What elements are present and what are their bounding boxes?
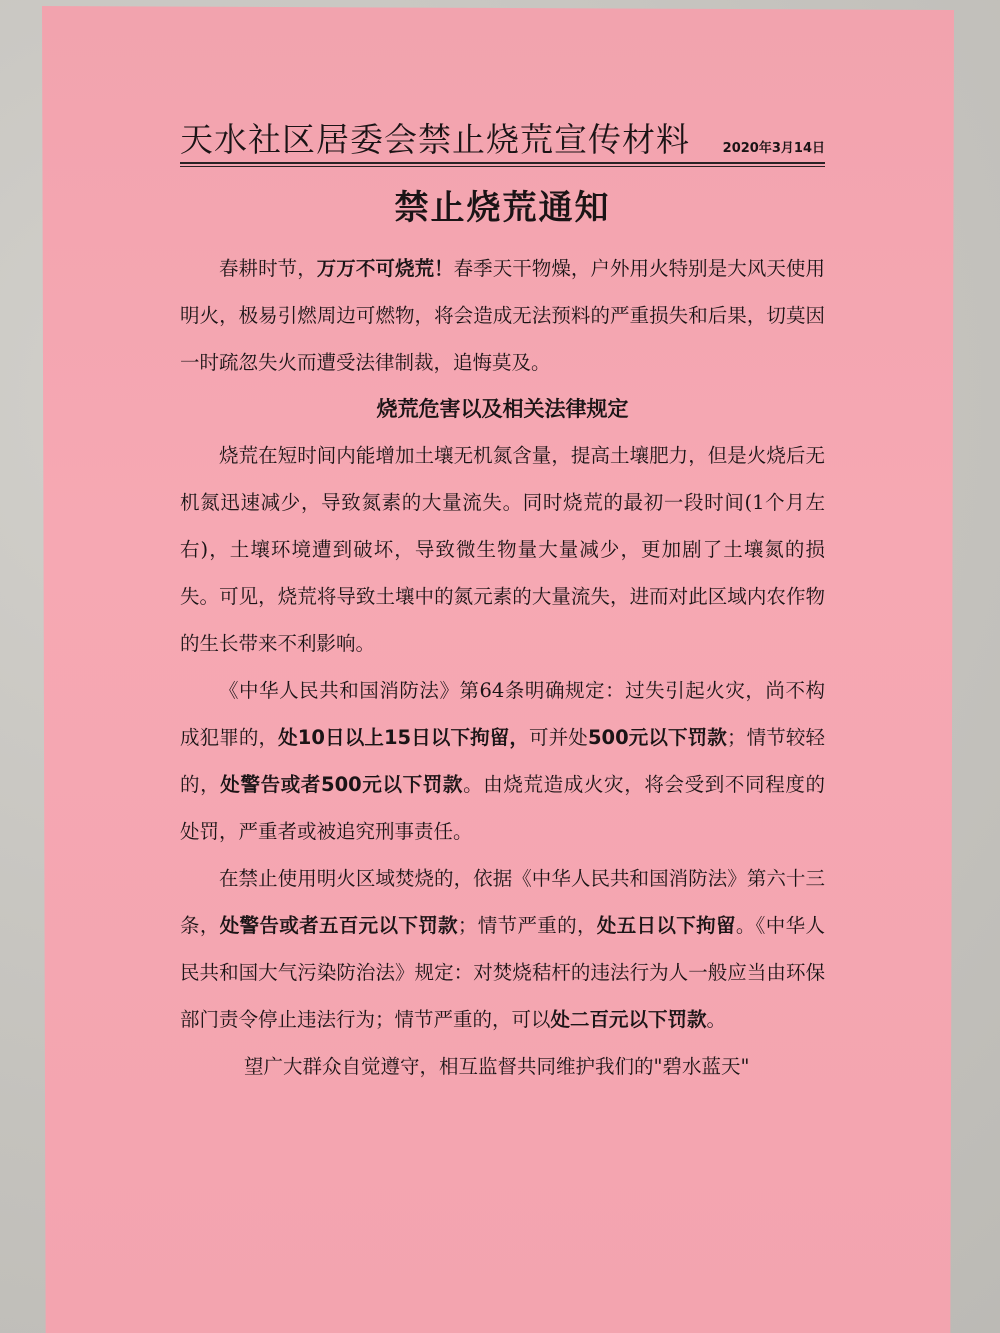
law2-text-1: 在禁止使用明火区域焚烧的，依据《中华人民共和国消防法》第六十三条， (180, 867, 825, 937)
law1-paragraph (180, 667, 825, 855)
law2-bold-3: 处二百元以下罚款 (550, 1008, 707, 1031)
law1-bold-1: 处10日以上15日以下拘留， (278, 726, 530, 749)
law2-bold-2: 处五日以下拘留 (596, 914, 736, 937)
law2-text-2: ；情节严重的， (457, 914, 597, 937)
document-header (180, 120, 825, 164)
law1-text-4: 。由烧荒造成火灾，将会受到不同程度的处罚，严重者或被追究刑事责任。 (180, 773, 825, 843)
law2-text-3: 。《中华人民共和国大气污染防治法》规定：对焚烧秸杆的违法行为人一般应当由环保部门责令停止违法行为；情节严重的，可以 (180, 914, 825, 1031)
law1-text-1: 《中华人民共和国消防法》第64条明确规定：过失引起火灾，尚不构成犯罪的， (180, 679, 825, 749)
main-title: 禁止烧荒通知 (394, 188, 611, 228)
harm-paragraph: 烧荒在短时间内能增加土壤无机氮含量，提高土壤肥力，但是火烧后无机氮迅速减少，导致氮素的大量流失。同时烧荒的最初一段时间(1个月左右)，土壤环境遭到破坏，导致微生物量大量减少，更加剧了土壤氮的损失。可见，烧荒将导致土壤中的氮元素的大量流失，进而对此区域内农作物的生长带来不利影响。 (180, 444, 825, 655)
header-date: 2020年3月14日 (722, 141, 825, 156)
document (180, 120, 825, 1090)
header-title: 天水社区居委会禁止烧荒宣传材料 (180, 120, 690, 159)
law2-bold-1: 处警告或者五百元以下罚款 (219, 914, 458, 937)
law1-text-2: 可并处 (529, 726, 588, 749)
section-heading: 烧荒危害以及相关法律规定 (376, 397, 629, 421)
intro-text-2: 春季天干物燥，户外用火特别是大风天使用明火，极易引燃周边可燃物，将会造成无法预料的严重损失和后果，切莫因一时疏忽失火而遭受法律制裁，追悔莫及。 (180, 257, 825, 374)
intro-text-1: 春耕时节， (219, 257, 317, 280)
intro-paragraph (180, 245, 825, 386)
law1-text-3: ；情节较轻的， (180, 726, 825, 796)
law2-paragraph (180, 855, 825, 1043)
closing-line: 望广大群众自觉遵守，相互监督共同维护我们的"碧水蓝天" (244, 1055, 750, 1078)
law2-text-4: 。 (706, 1008, 727, 1031)
intro-bold-1: 万万不可烧荒！ (316, 257, 454, 280)
law1-bold-3: 处警告或者500元以下罚款 (220, 773, 464, 796)
law1-bold-2: 500元以下罚款 (587, 726, 727, 749)
